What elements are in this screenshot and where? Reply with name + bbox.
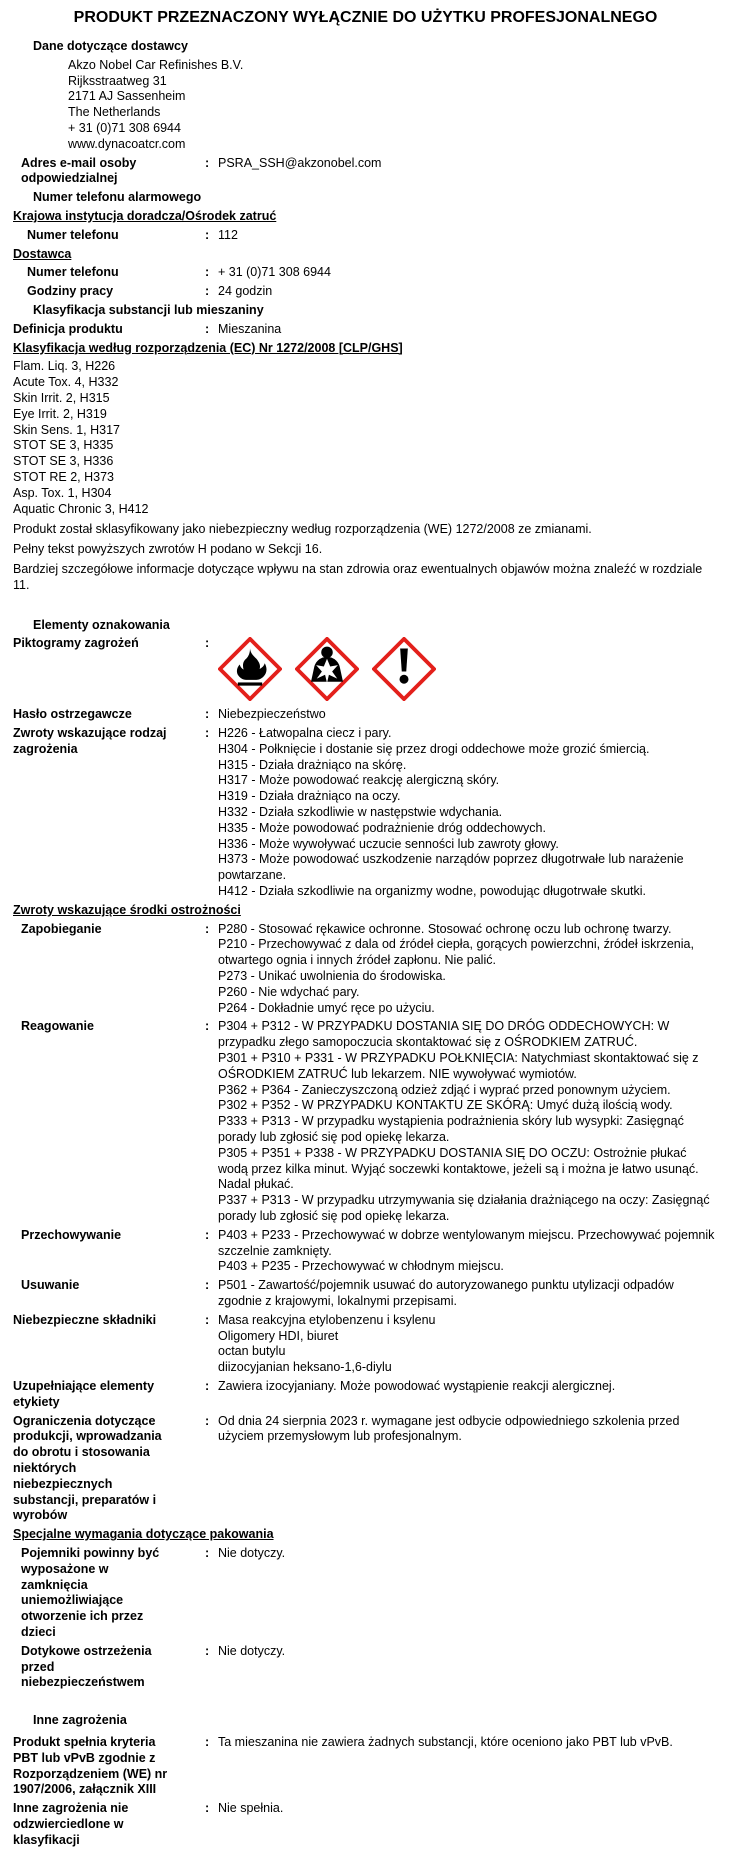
text-line: H336 - Może wywoływać uczucie senności lub zawroty głowy. <box>218 836 559 851</box>
text-line: STOT SE 3, H335 <box>13 438 114 453</box>
colon-separator: : <box>205 284 210 299</box>
text-line: niebezpieczeństwem <box>21 1675 145 1690</box>
text-line: P264 - Dokładnie umyć ręce po użyciu. <box>218 1000 435 1015</box>
text-line: Inne zagrożenia nie <box>13 1801 129 1816</box>
text-line: Adres e-mail osoby <box>21 155 137 170</box>
text-line: Dotykowe ostrzeżenia <box>21 1643 152 1658</box>
classification-note: Produkt został sklasyfikowany jako niebezpieczny według rozporządzenia (WE) 1272/2008 ze zmianami. <box>13 522 592 537</box>
text-line: P333 + P313 - W przypadku wystąpienia podrażnienia skóry lub wysypki: Zasięgnąć porady lub zgłosić się pod opiekę lekarza. <box>218 1114 684 1145</box>
text-line: octan butylu <box>218 1344 286 1359</box>
supplier-subheading: Dostawca <box>13 246 72 261</box>
colon-separator: : <box>205 707 210 722</box>
field-product-definition <box>13 322 718 338</box>
colon-separator: : <box>205 1734 210 1749</box>
field-storage <box>13 1228 718 1275</box>
classification-heading: Klasyfikacja substancji lub mieszaniny <box>33 302 264 317</box>
national-phone-value: 112 <box>218 227 238 242</box>
colon-separator: : <box>205 1312 210 1327</box>
text-line: P280 - Stosować rękawice ochronne. Stosować ochronę oczu lub ochronę twarzy. <box>218 921 672 936</box>
text-line: PBT lub vPvB zgodnie z <box>13 1750 156 1765</box>
text-line: P260 - Nie wdychać pary. <box>218 984 360 999</box>
text-line: Akzo Nobel Car Refinishes B.V. <box>68 57 244 72</box>
text-line: H319 - Działa drażniąco na oczy. <box>218 789 401 804</box>
field-other-hazards-not-classified <box>13 1801 718 1848</box>
health-hazard-pictogram-icon <box>295 637 359 701</box>
signal-word-label: Hasło ostrzegawcze <box>13 707 132 722</box>
text-line: STOT SE 3, H336 <box>13 454 114 469</box>
text-line: klasyfikacji <box>13 1832 80 1847</box>
text-line: Skin Irrit. 2, H315 <box>13 390 110 405</box>
text-line: zamknięcia <box>21 1577 88 1592</box>
text-line: H332 - Działa szkodliwie w następstwie wdychania. <box>218 805 503 820</box>
restrictions-label <box>13 1414 205 1525</box>
flame-pictogram-icon <box>218 637 282 701</box>
supplemental-value: Zawiera izocyjaniany. Może powodować wystąpienie reakcji alergicznej. <box>218 1378 616 1393</box>
signal-word-value: Niebezpieczeństwo <box>218 707 326 722</box>
field-restrictions <box>13 1414 718 1525</box>
field-hazard-pictograms <box>13 636 718 701</box>
field-pbt-vpvb <box>13 1735 718 1798</box>
colon-separator: : <box>205 1378 210 1393</box>
text-line: P304 + P312 - W PRZYPADKU DOSTANIA SIĘ DO DRÓG ODDECHOWYCH: W przypadku złego samopoczucia skontaktować się z OŚRODKIEM ZATRUĆ. <box>218 1019 670 1050</box>
clp-classification-list <box>13 359 718 517</box>
product-definition-label: Definicja produktu <box>13 321 123 336</box>
precautionary-statements-heading: Zwroty wskazujące środki ostrożności <box>13 902 241 917</box>
colon-separator: : <box>205 1278 210 1293</box>
text-line: otworzenie ich przez <box>21 1609 144 1624</box>
child-resistant-label <box>13 1546 205 1641</box>
text-line: Flam. Liq. 3, H226 <box>13 359 116 374</box>
text-line: Masa reakcyjna etylobenzenu i ksylenu <box>218 1312 436 1327</box>
child-resistant-value: Nie dotyczy. <box>218 1545 286 1560</box>
text-line: P301 + P310 + P331 - W PRZYPADKU POŁKNIĘCIA: Natychmiast skontaktować się z OŚRODKIEM ZATRUĆ lub lekarzem. NIE wywoływać wymiotów. <box>218 1051 699 1081</box>
field-response <box>13 1019 718 1224</box>
office-hours-value: 24 godzin <box>218 284 273 299</box>
text-line: wyposażone w <box>21 1561 109 1576</box>
text-line: Eye Irrit. 2, H319 <box>13 406 107 421</box>
storage-label: Przechowywanie <box>21 1227 122 1242</box>
text-line: H317 - Może powodować reakcję alergiczną skóry. <box>218 773 500 788</box>
colon-separator: : <box>205 1413 210 1428</box>
hazard-statements-label <box>13 726 205 900</box>
text-line: odzwierciedlone w <box>13 1816 124 1831</box>
text-line: H412 - Działa szkodliwie na organizmy wodne, powodując długotrwałe skutki. <box>218 884 646 899</box>
field-tactile-warning <box>13 1644 718 1691</box>
text-line: H335 - Może powodować podrażnienie dróg oddechowych. <box>218 820 546 835</box>
national-phone-label: Numer telefonu <box>27 227 119 242</box>
text-line: P337 + P313 - W przypadku utrzymywania się działania drażniącego na oczy: Zasięgnąć porady lub zgłosić się pod opiekę lekarza. <box>218 1193 710 1223</box>
field-disposal <box>13 1278 718 1310</box>
colon-separator: : <box>205 1019 210 1034</box>
field-child-resistant-closures <box>13 1546 718 1641</box>
other-hazards-not-classified-value: Nie spełnia. <box>218 1801 284 1816</box>
supplemental-label <box>13 1379 205 1411</box>
field-signal-word <box>13 707 718 723</box>
pbt-vpvb-value: Ta mieszanina nie zawiera żadnych substancji, które oceniono jako PBT lub vPvB. <box>218 1734 673 1749</box>
field-national-phone <box>13 228 718 244</box>
text-line: do obrotu i stosowania <box>13 1445 150 1460</box>
text-line: H304 - Połknięcie i dostanie się przez drogi oddechowe może grozić śmiercią. <box>218 741 650 756</box>
national-advisory-heading: Krajowa instytucja doradcza/Ośrodek zatruć <box>13 208 277 223</box>
other-hazards-heading: Inne zagrożenia <box>33 1713 127 1728</box>
text-line: Pojemniki powinny być <box>21 1545 160 1560</box>
field-office-hours <box>13 284 718 300</box>
disposal-label: Usuwanie <box>21 1278 80 1293</box>
tactile-warning-value: Nie dotyczy. <box>218 1643 286 1658</box>
text-line: niebezpiecznych <box>13 1476 113 1491</box>
colon-separator: : <box>205 1545 210 1560</box>
text-line: substancji, preparatów i <box>13 1492 157 1507</box>
field-prevention <box>13 922 718 1017</box>
document-title: PRODUKT PRZEZNACZONY WYŁĄCZNIE DO UŻYTKU PROFESJONALNEGO <box>73 9 658 26</box>
text-line: Oligomery HDI, biuret <box>218 1328 339 1343</box>
supplier-phone-label: Numer telefonu <box>27 265 119 280</box>
text-line: Zwroty wskazujące rodzaj <box>13 726 167 741</box>
response-label: Reagowanie <box>21 1019 94 1034</box>
label-elements-heading: Elementy oznakowania <box>33 617 170 632</box>
colon-separator: : <box>205 636 210 651</box>
storage-value <box>218 1228 718 1275</box>
colon-separator: : <box>205 1643 210 1658</box>
text-line: P305 + P351 + P338 - W PRZYPADKU DOSTANIA SIĘ DO OCZU: Ostrożnie płukać wodą przez kilka minut. Wyjąć soczewki kontaktowe, jeżeli są i można je łatwo usunąć. Nadal płukać. <box>218 1145 699 1192</box>
exclamation-mark-pictogram-icon <box>372 637 436 701</box>
supplier-phone-value: + 31 (0)71 308 6944 <box>218 265 331 280</box>
field-supplier-phone <box>13 265 718 281</box>
field-hazardous-ingredients <box>13 1313 718 1376</box>
text-line: 2171 AJ Sassenheim <box>68 89 186 104</box>
hazardous-ingredients-value <box>218 1313 718 1376</box>
text-line: niektórych <box>13 1460 77 1475</box>
text-line: P302 + P352 - W PRZYPADKU KONTAKTU ZE SKÓRĄ: Umyć dużą ilością wody. <box>218 1098 673 1113</box>
colon-separator: : <box>205 321 210 336</box>
pictogram-row <box>218 636 718 701</box>
field-hazard-statements <box>13 726 718 900</box>
colon-separator: : <box>205 921 210 936</box>
colon-separator: : <box>205 1227 210 1242</box>
text-line: P273 - Unikać uwolnienia do środowiska. <box>218 969 446 984</box>
other-hazards-not-classified-label <box>13 1801 205 1848</box>
field-responsible-email <box>13 156 718 188</box>
colon-separator: : <box>205 1801 210 1816</box>
colon-separator: : <box>205 227 210 242</box>
restrictions-value: Od dnia 24 sierpnia 2023 r. wymagane jest odbycie odpowiedniego szkolenia przed użyciem przemysłowym lub profesjonalnym. <box>218 1413 680 1444</box>
classification-note: Pełny tekst powyższych zwrotów H podano w Sekcji 16. <box>13 542 323 557</box>
responsible-email-value: PSRA_SSH@akzonobel.com <box>218 155 382 170</box>
prevention-value <box>218 922 718 1017</box>
hazardous-ingredients-label: Niebezpieczne składniki <box>13 1312 157 1327</box>
supplier-address-block <box>13 58 718 153</box>
disposal-value <box>218 1278 718 1310</box>
text-line: przed <box>21 1659 55 1674</box>
text-line: 1907/2006, załącznik XIII <box>13 1782 157 1797</box>
colon-separator: : <box>205 155 210 170</box>
text-line: etykiety <box>13 1394 60 1409</box>
supplier-details-heading: Dane dotyczące dostawcy <box>33 39 188 53</box>
text-line: The Netherlands <box>68 105 161 120</box>
text-line: dzieci <box>21 1624 56 1639</box>
colon-separator: : <box>205 265 210 280</box>
prevention-label: Zapobieganie <box>21 921 102 936</box>
pbt-vpvb-label <box>13 1735 205 1798</box>
text-line: odpowiedzialnej <box>21 171 118 186</box>
text-line: Produkt spełnia kryteria <box>13 1734 156 1749</box>
text-line: www.dynacoatcr.com <box>68 136 186 151</box>
text-line: P403 + P233 - Przechowywać w dobrze wentylowanym miejscu. Przechowywać pojemnik szczelnie zamknięty. <box>218 1227 715 1258</box>
text-line: produkcji, wprowadzania <box>13 1429 162 1444</box>
text-line: STOT RE 2, H373 <box>13 469 114 484</box>
hazard-statements-value <box>218 726 718 900</box>
responsible-email-label <box>13 156 205 188</box>
text-line: uniemożliwiające <box>21 1593 124 1608</box>
text-line: Uzupełniające elementy <box>13 1378 155 1393</box>
clp-regulation-heading: Klasyfikacja według rozporządzenia (EC) Nr 1272/2008 [CLP/GHS] <box>13 340 403 355</box>
colon-separator: : <box>205 726 210 741</box>
text-line: Rozporządzeniem (WE) nr <box>13 1766 168 1781</box>
text-line: P403 + P235 - Przechowywać w chłodnym miejscu. <box>218 1259 504 1274</box>
text-line: H373 - Może powodować uszkodzenie narządów poprzez długotrwałe lub narażenie powtarzane. <box>218 852 684 883</box>
packaging-requirements-heading: Specjalne wymagania dotyczące pakowania <box>13 1527 274 1542</box>
text-line: Acute Tox. 4, H332 <box>13 375 119 390</box>
text-line: P501 - Zawartość/pojemnik usuwać do autoryzowanego punktu utylizacji odpadów zgodnie z krajowymi, lokalnymi przepisami. <box>218 1278 674 1308</box>
office-hours-label: Godziny pracy <box>27 284 114 299</box>
emergency-phone-heading: Numer telefonu alarmowego <box>33 190 202 205</box>
tactile-warning-label <box>13 1644 205 1691</box>
text-line: + 31 (0)71 308 6944 <box>68 120 181 135</box>
text-line: H315 - Działa drażniąco na skórę. <box>218 757 407 772</box>
classification-note: Bardziej szczegółowe informacje dotyczące wpływu na stan zdrowia oraz ewentualnych objawów można znaleźć w rozdziale 11. <box>13 561 703 592</box>
field-supplemental-label-elements <box>13 1379 718 1411</box>
text-line: Rijksstraatweg 31 <box>68 73 167 88</box>
text-line: Ograniczenia dotyczące <box>13 1413 156 1428</box>
product-definition-value: Mieszanina <box>218 321 282 336</box>
response-value <box>218 1019 718 1224</box>
text-line: diizocyjanian heksano-1,6-diylu <box>218 1360 392 1375</box>
hazard-pictograms-label: Piktogramy zagrożeń <box>13 636 139 651</box>
text-line: Asp. Tox. 1, H304 <box>13 485 112 500</box>
text-line: zagrożenia <box>13 741 78 756</box>
text-line: Aquatic Chronic 3, H412 <box>13 501 149 516</box>
text-line: H226 - Łatwopalna ciecz i pary. <box>218 726 392 741</box>
text-line: P362 + P364 - Zanieczyszczoną odzież zdjąć i wyprać przed ponownym użyciem. <box>218 1082 671 1097</box>
text-line: P210 - Przechowywać z dala od źródeł ciepła, gorących powierzchni, źródeł iskrzenia, otwartego ognia i innych źródeł zapłonu. Nie palić. <box>218 937 694 968</box>
text-line: wyrobów <box>13 1508 68 1523</box>
text-line: Skin Sens. 1, H317 <box>13 422 121 437</box>
